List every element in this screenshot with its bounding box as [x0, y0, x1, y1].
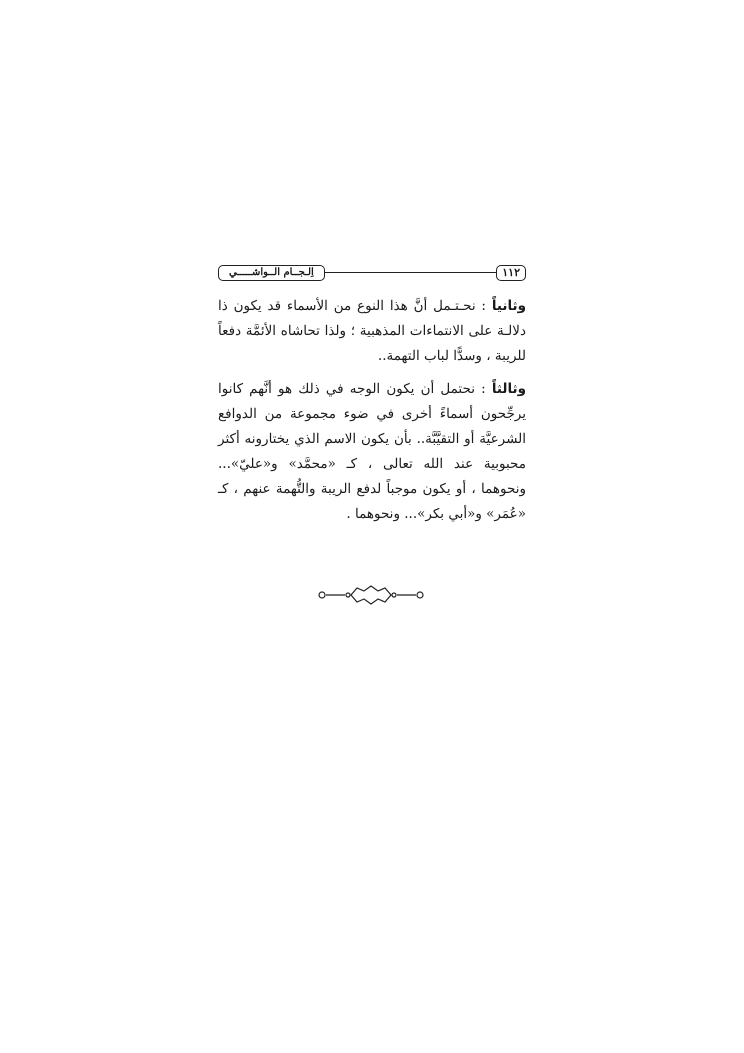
paragraph-lead: وثالثاً	[491, 381, 526, 397]
paragraph-text: : نحتمل أن يكون الوجه في ذلك هو أنَّهم كانوا يرجِّحون أسماءً أخرى في ضوء مجموعة من الدوافع الشرعيَّة أو التقيَّبَّة.. بأن يكون الاسم الذي يختارونه أكثر محبوبية عند الله تعالى ، كـ «محمَّد» و«عليّ»... ونحوهما ، أو يكون موجباً لدفع الريبة والتُّهمة عنهم ، كـ «عُمَر» و«أبي بكر»... ونحوهما .	[218, 381, 526, 522]
page-content	[218, 262, 526, 607]
floral-divider-ornament-icon	[316, 583, 426, 607]
paragraph-lead: وثانياً	[491, 298, 526, 314]
page-number: ١١٢	[496, 265, 526, 281]
paragraph-second-point	[218, 294, 526, 369]
paragraph-text: : نحـتـمل أنَّ هذا النوع من الأسماء قد يكون ذا دلالـة على الانتماءات المذهبية ؛ ولذا تحاشاه الأئمَّة دفعاً للريبة ، وسدًّا لباب التهمة..	[218, 298, 526, 364]
book-title: اِلـجــام الــواشـــــي	[218, 265, 325, 281]
running-header	[218, 262, 526, 284]
paragraph-third-point	[218, 377, 526, 527]
